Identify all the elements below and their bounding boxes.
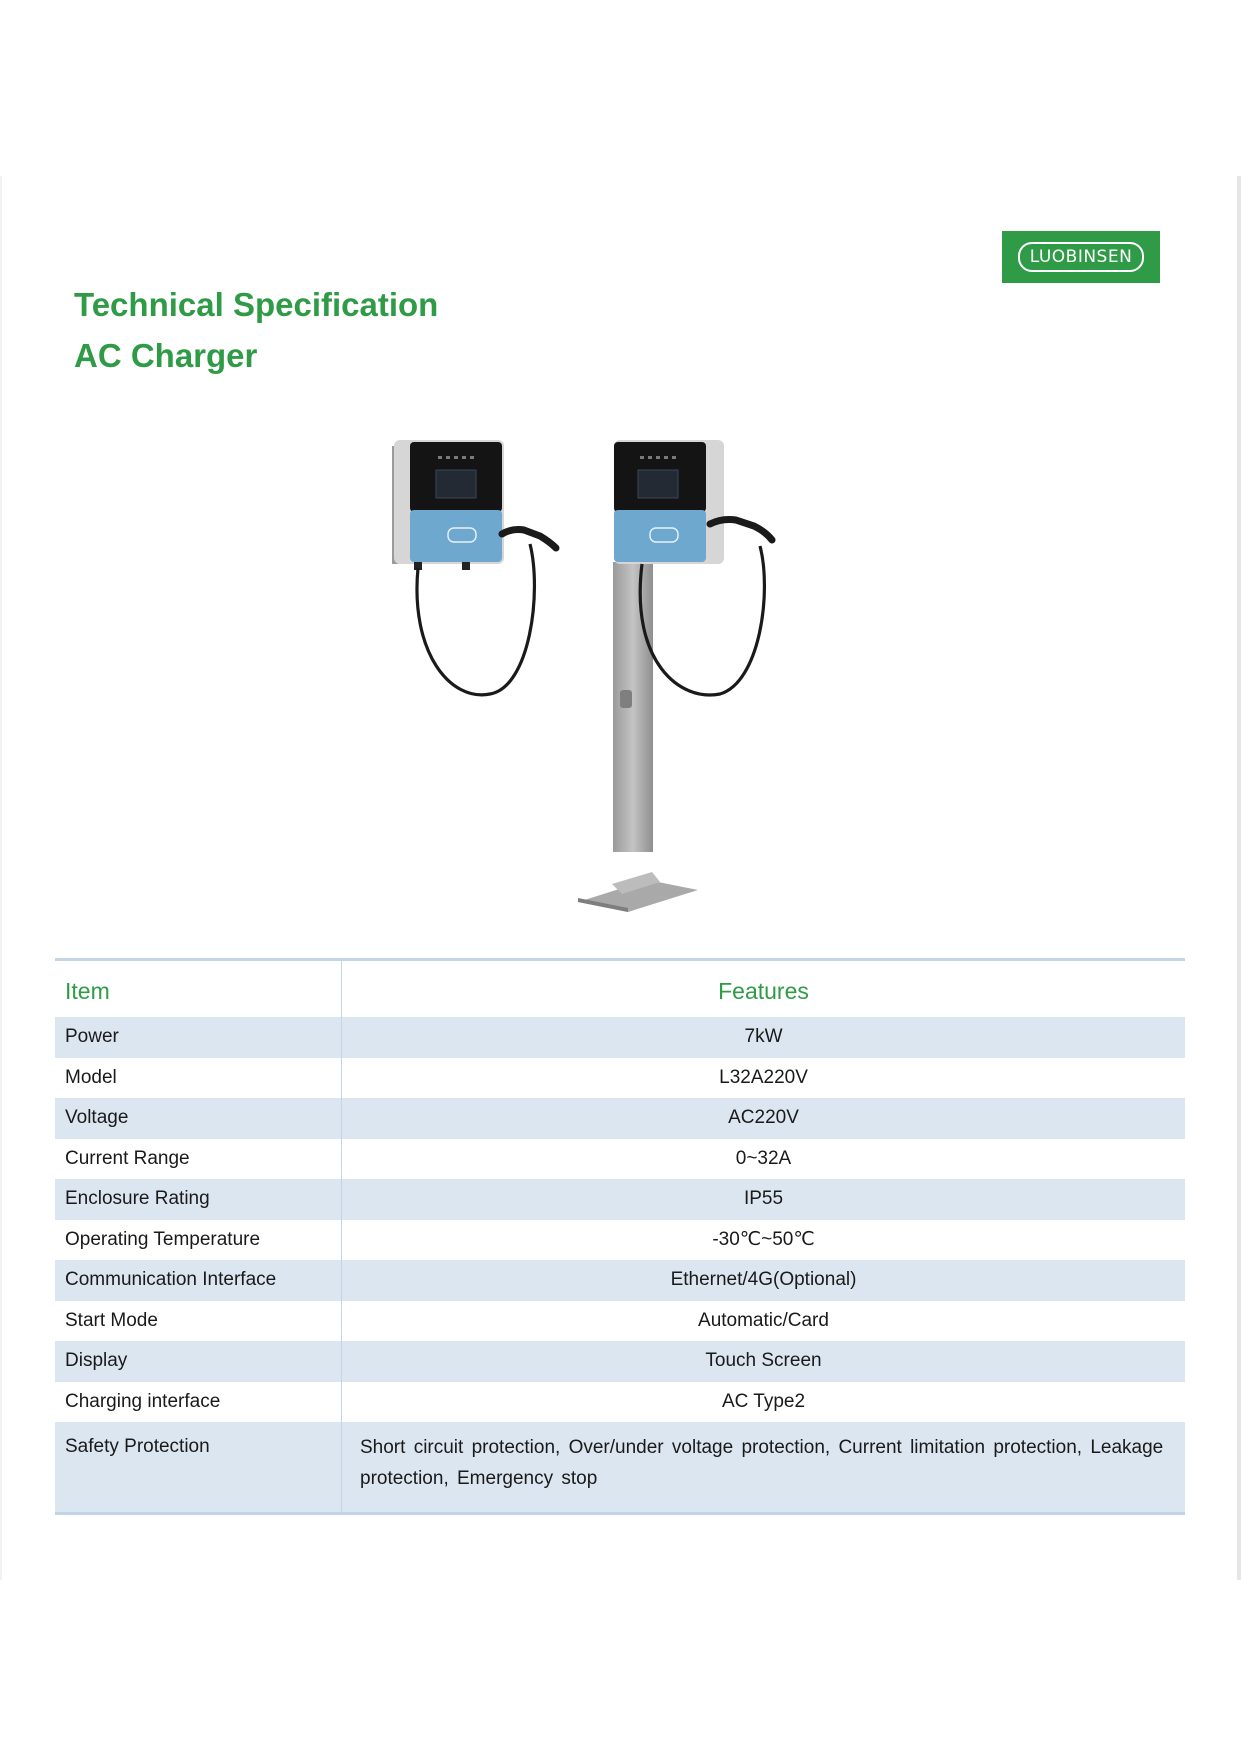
- column-header-item: Item: [55, 960, 342, 1018]
- row-item-charging-interface: Charging interface: [55, 1382, 342, 1423]
- column-header-features: Features: [718, 977, 809, 1004]
- row-feature-voltage: AC220V: [342, 1098, 1186, 1139]
- row-feature-enclosure-rating: IP55: [342, 1179, 1186, 1220]
- row-feature-current-range: 0~32A: [342, 1139, 1186, 1180]
- row-feature-display: Touch Screen: [342, 1341, 1186, 1382]
- table-row: [55, 1422, 1185, 1514]
- row-item-model: Model: [55, 1058, 342, 1099]
- row-feature-communication-interface: Ethernet/4G(Optional): [342, 1260, 1186, 1301]
- table-header-row: [55, 960, 1185, 1018]
- table-row: [55, 1301, 1185, 1342]
- page-edge-left: [0, 176, 2, 1580]
- row-item-operating-temperature: Operating Temperature: [55, 1220, 342, 1261]
- table-row: [55, 1058, 1185, 1099]
- table-row: [55, 1382, 1185, 1423]
- table-row: [55, 1139, 1185, 1180]
- row-feature-operating-temperature: -30℃~50℃: [342, 1220, 1186, 1261]
- row-item-voltage: Voltage: [55, 1098, 342, 1139]
- row-feature-charging-interface: AC Type2: [342, 1382, 1186, 1423]
- row-item-power: Power: [55, 1017, 342, 1058]
- row-feature-model: L32A220V: [342, 1058, 1186, 1099]
- brand-logo: [1002, 231, 1160, 283]
- table-row: [55, 1098, 1185, 1139]
- ev-charger-wall-and-pedestal-icon: [380, 432, 850, 914]
- row-item-display: Display: [55, 1341, 342, 1382]
- row-feature-start-mode: Automatic/Card: [342, 1301, 1186, 1342]
- row-item-start-mode: Start Mode: [55, 1301, 342, 1342]
- row-feature-safety-protection: Short circuit protection, Over/under voltage protection, Current limitation protection, Leakage protection, Emergency stop: [342, 1422, 1186, 1514]
- brand-logo-badge: [1018, 242, 1145, 272]
- table-row: [55, 1341, 1185, 1382]
- pedestal-charger-icon: [578, 440, 772, 912]
- page-edge-right: [1237, 176, 1241, 1580]
- page-title: Technical Specification: [74, 286, 439, 323]
- table-row: [55, 1179, 1185, 1220]
- specification-table: [55, 958, 1185, 1515]
- page-subtitle: AC Charger: [74, 337, 258, 374]
- brand-logo-text: LUOBINSEN: [1029, 247, 1133, 267]
- table-row: [55, 1017, 1185, 1058]
- table-row: [55, 1220, 1185, 1261]
- row-item-enclosure-rating: Enclosure Rating: [55, 1179, 342, 1220]
- row-item-safety-protection: Safety Protection: [55, 1422, 342, 1514]
- row-item-current-range: Current Range: [55, 1139, 342, 1180]
- wall-charger-icon: [392, 440, 556, 695]
- row-feature-power: 7kW: [342, 1017, 1186, 1058]
- row-item-communication-interface: Communication Interface: [55, 1260, 342, 1301]
- table-row: [55, 1260, 1185, 1301]
